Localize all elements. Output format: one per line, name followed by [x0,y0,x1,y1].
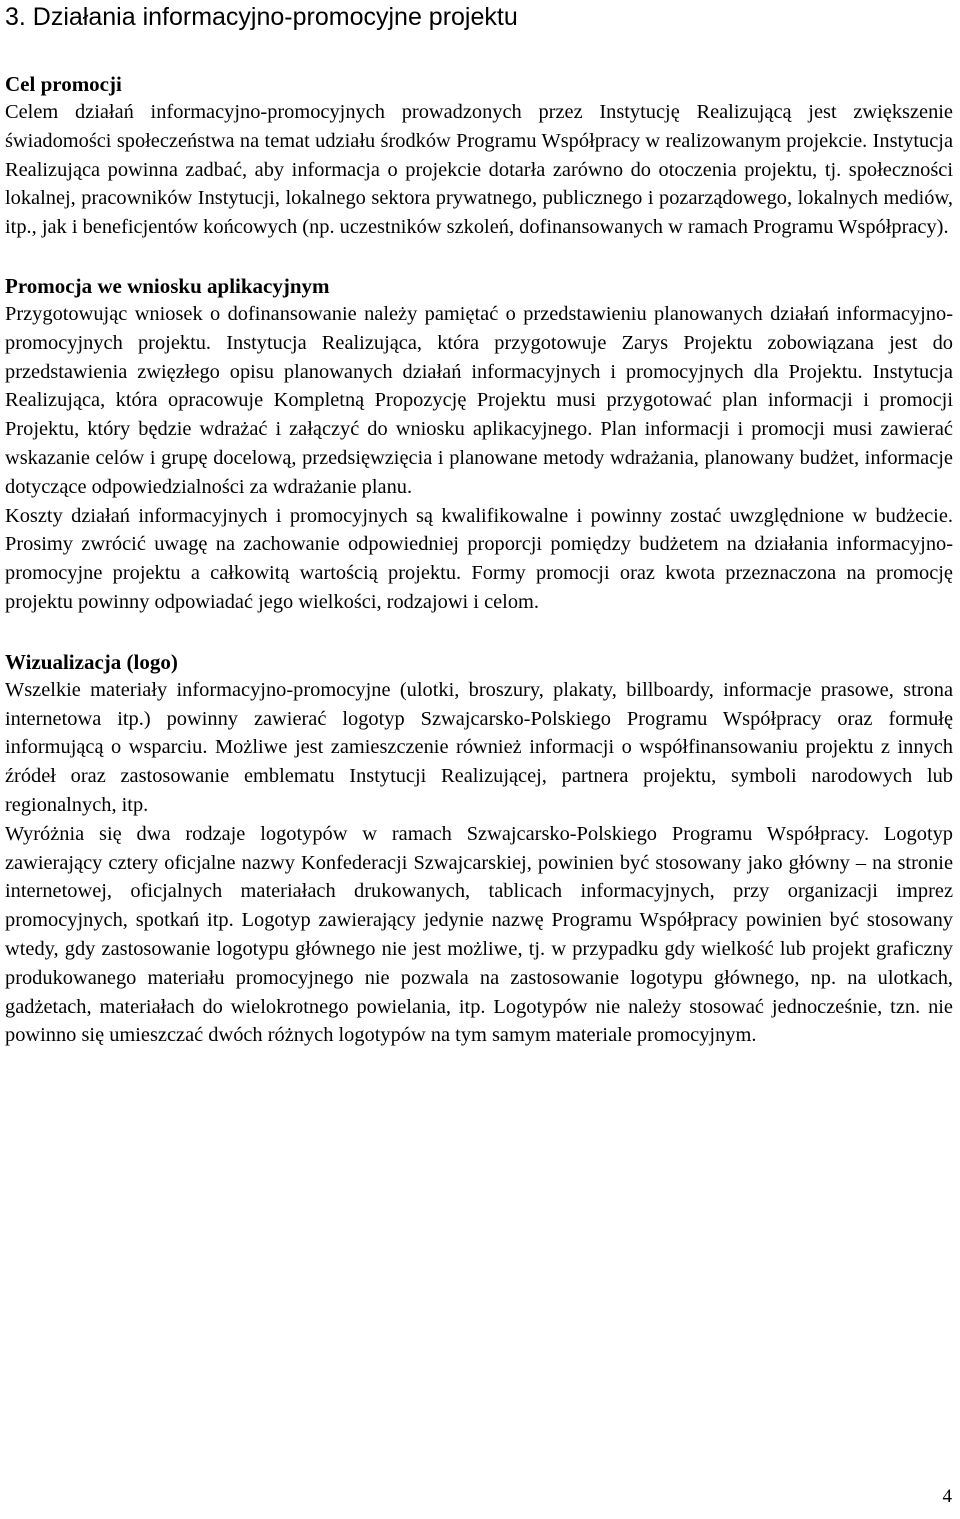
paragraph-promocja-we-wniosku: Przygotowując wniosek o dofinansowanie należy pamiętać o przedstawieniu planowanych działań informacyjno-promocyjnych projektu. Instytucja Realizująca, która przygotowuje Zarys Projektu zobowiązana jest do przedstawienia zwięzłego opisu planowanych działań informacyjnych i promocyjnych dla Projektu. Instytucja Realizująca, która opracowuje Kompletną Propozycję Projektu musi przygotować plan informacji i promocji Projektu, który będzie wdrażać i załączyć do wniosku aplikacyjnego. Plan informacji i promocji musi zawierać wskazanie celów i grupę docelową, przedsięwzięcia i planowane metody wdrażania, planowany budżet, informacje dotyczące odpowiedzialności za wdrażanie planu. [5,302,953,498]
document-page [5,0,953,1050]
paragraph-wizualizacja-materialy: Wszelkie materiały informacyjno-promocyjne (ulotki, broszury, plakaty, billboardy, informacje prasowe, strona internetowa itp.) powinny zawierać logotyp Szwajcarsko-Polskiego Programu Współpracy oraz formułę informującą o wsparciu. Możliwe jest zamieszczenie również informacji o współfinansowaniu projektu z innych źródeł oraz zastosowanie emblematu Instytucji Realizującej, partnera projektu, symboli narodowych lub regionalnych, itp. [5,678,953,816]
section-heading-promocja-we-wniosku: Promocja we wniosku aplikacyjnym [5,273,330,298]
paragraph-cel-promocji: Celem działań informacyjno-promocyjnych prowadzonych przez Instytucję Realizującą jest zwiększenie świadomości społeczeństwa na temat udziału środków Programu Współpracy w realizowanym projekcie. Instytucja Realizująca powinna zadbać, aby informacja o projekcie dotarła zarówno do otoczenia projektu, tj. społeczności lokalnej, pracowników Instytucji, lokalnego sektora prywatnego, publicznego i pozarządowego, lokalnych mediów, itp., jak i beneficjentów końcowych (np. uczestników szkoleń, dofinansowanych w ramach Programu Współpracy). [5,101,953,239]
chapter-title: 3. Działania informacyjno-promocyjne projektu [5,3,518,31]
paragraph-rodzaje-logotypow: Wyróżnia się dwa rodzaje logotypów w ramach Szwajcarsko-Polskiego Programu Współpracy. Logotyp zawierający cztery oficjalne nazwy Konfederacji Szwajcarskiej, powinien być stosowany jako główny – na stronie internetowej, oficjalnych materiałach drukowanych, tablicach informacyjnych, przy organizacji imprez promocyjnych, spotkań itp. Logotyp zawierający jedynie nazwę Programu Współpracy powinien być stosowany wtedy, gdy zastosowanie logotypu głównego nie jest możliwe, tj. w przypadku gdy wielkość lub projekt graficzny produkowanego materiału promocyjnego nie pozwala na zastosowanie logotypu głównego, np. na ulotkach, gadżetach, materiałach do wielokrotnego powielania, itp. Logotypów nie należy stosować jednocześnie, tzn. nie powinno się umieszczać dwóch różnych logotypów na tym samym materiale promocyjnym. [5,822,953,1047]
page-number: 4 [942,1486,952,1507]
paragraph-koszty-dzialan: Koszty działań informacyjnych i promocyjnych są kwalifikowalne i powinny zostać uwzględnione w budżecie. Prosimy zwrócić uwagę na zachowanie odpowiedniej proporcji pomiędzy budżetem na działania informacyjno-promocyjne projektu a całkowitą wartością projektu. Formy promocji oraz kwota przeznaczona na promocję projektu powinny odpowiadać jego wielkości, rodzajowi i celom. [5,504,953,613]
section-heading-wizualizacja-logo: Wizualizacja (logo) [5,649,178,674]
section-heading-cel-promocji: Cel promocji [5,72,122,96]
